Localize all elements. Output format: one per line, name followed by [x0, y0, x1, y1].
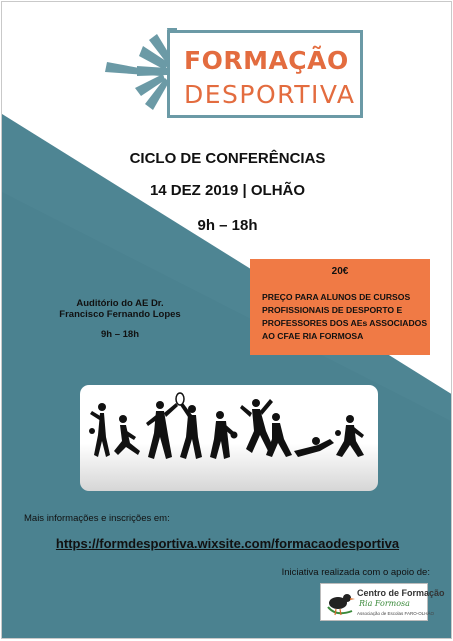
logo-title: FORMAÇÃO	[184, 46, 349, 75]
athletes-image	[80, 385, 378, 491]
event-date-place: 14 DEZ 2019 | OLHÃO	[149, 182, 306, 199]
athletes-silhouettes-icon	[80, 385, 378, 491]
venue-line-1: Auditório do AE Dr.	[76, 298, 164, 309]
price-line: AO CFAE RIA FORMOSA	[262, 331, 364, 341]
partner-detail: Associação de Escolas FARO-OLHÃO	[357, 611, 435, 616]
price-box	[250, 259, 430, 355]
partner-logo	[320, 583, 445, 621]
logo-subtitle: DESPORTIVA	[184, 80, 356, 109]
venue-hours: 9h – 18h	[100, 329, 140, 340]
venue-line-2: Francisco Fernando Lopes	[59, 309, 181, 320]
price-amount: 20€	[331, 266, 349, 277]
support-label: Iniciativa realizada com o apoio de:	[281, 567, 430, 578]
partner-subtitle: Ria Formosa	[359, 599, 410, 608]
event-hours: 9h – 18h	[197, 217, 258, 234]
poster	[1, 1, 452, 639]
bird-logo-icon	[324, 587, 356, 619]
event-series: CICLO DE CONFERÊNCIAS	[129, 150, 326, 167]
partner-name: Centro de Formação	[357, 588, 445, 598]
more-info-label: Mais informações e inscrições em:	[24, 513, 170, 524]
price-line: PREÇO PARA ALUNOS DE CURSOS	[262, 292, 411, 302]
price-line: PROFISSIONAIS DE DESPORTO E	[262, 305, 403, 315]
price-line: PROFESSORES DOS AEs ASSOCIADOS	[262, 318, 428, 328]
website-link[interactable]: https://formdesportiva.wixsite.com/formacaodesportiva	[55, 536, 400, 551]
